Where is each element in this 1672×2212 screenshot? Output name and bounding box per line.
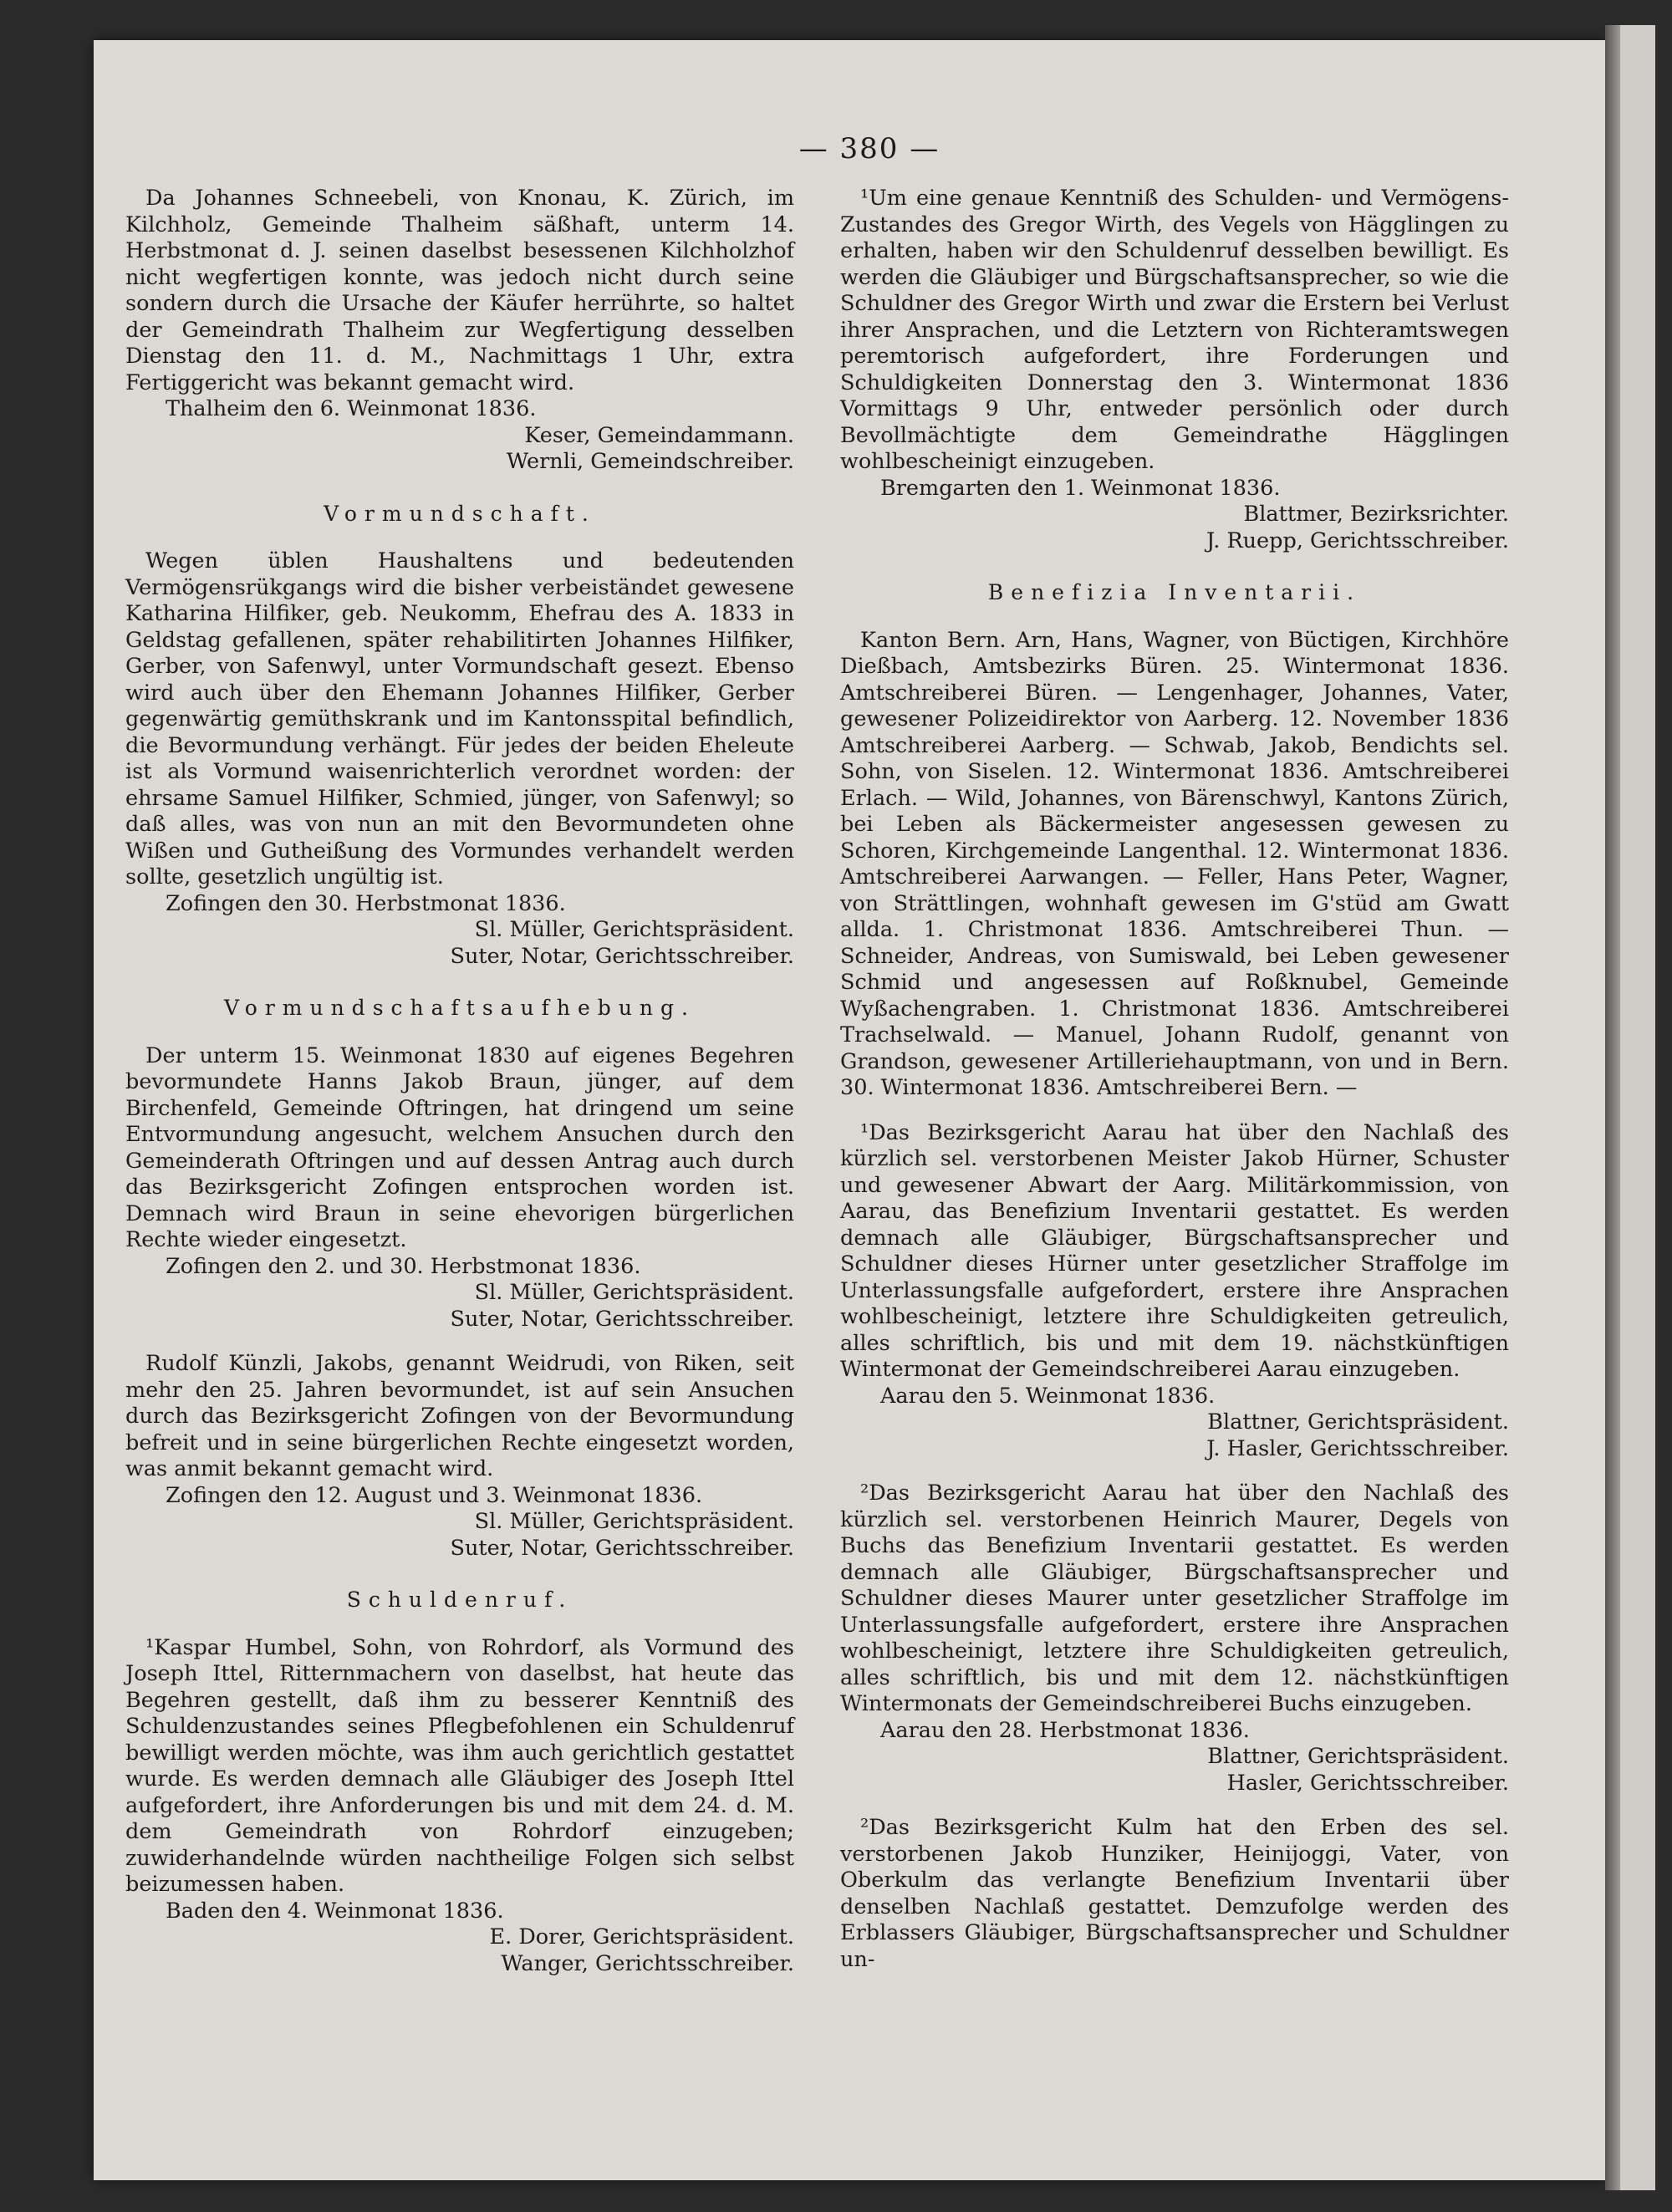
notice-date: Zofingen den 12. August und 3. Weinmonat 1836. xyxy=(166,1482,703,1508)
notice-schuldenruf-ittel xyxy=(125,1635,794,1978)
section-heading: Vormundschaftsaufhebung. xyxy=(224,996,696,1020)
notice-date: Bremgarten den 1. Weinmonat 1836. xyxy=(880,475,1281,501)
notice-signature: Keser, Gemeindammann. xyxy=(524,422,794,448)
notice-signature: Sl. Müller, Gerichtspräsident. xyxy=(474,1509,794,1534)
notice-text: Rudolf Künzli, Jakobs, genannt Weidrudi, von Riken, seit mehr den 25. Jahren bevormundet, ist auf sein Ansuchen durch das Bezirksgericht Zofingen von der Bevormundung befreit und in seine bürgerlichen Rechte eingesetzt worden, was anmit bekannt gemacht wird. xyxy=(125,1351,794,1481)
notice-signature: Suter, Notar, Gerichtsschreiber. xyxy=(450,1306,794,1332)
notice-signature: E. Dorer, Gerichtspräsident. xyxy=(489,1924,794,1950)
notice-aufhebung-kuenzli xyxy=(125,1351,794,1562)
notice-signature: Suter, Notar, Gerichtsschreiber. xyxy=(450,943,794,969)
notice-text: ¹Um eine genaue Kenntniß des Schulden- und Vermögens-Zustandes des Gregor Wirth, des Vegels von Hägglingen zu erhalten, haben wir den Schuldenruf desselben bewilligt. Es werden die Gläubiger und Bürgschaftsansprecher, so wie die Schuldner des Gregor Wirth und zwar die Erstern bei Verlust ihrer Ansprachen, und die Letztern von Richteramtswegen peremtorisch aufgefordert, ihre Forderungen und Schuldigkeiten Donnerstag den 3. Wintermonat 1836 Vormittags 9 Uhr, entweder persönlich oder durch Bevollmächtigte dem Gemeindrathe Hägglingen wohlbescheinigt einzugeben. xyxy=(840,186,1509,474)
notice-text: ²Das Bezirksgericht Kulm hat den Erben des sel. verstorbenen Jakob Hunziker, Heinijoggi, Vater, von Oberkulm das verlangte Benefizium Inventarii über denselben Nachlaß gestattet. Demzufolge werden des Erblassers Gläubiger, Bürgschaftsansprecher und Schuldner un- xyxy=(840,1815,1509,1972)
notice-signature: Hasler, Gerichtsschreiber. xyxy=(1226,1770,1509,1796)
notice-signature: J. Hasler, Gerichtsschreiber. xyxy=(1206,1435,1509,1461)
notice-signature: Sl. Müller, Gerichtspräsident. xyxy=(474,1280,794,1305)
notice-text: Der unterm 15. Weinmonat 1830 auf eigenes Begehren bevormundete Hanns Jakob Braun, jünger, auf dem Birchenfeld, Gemeinde Oftringen, hat dringend um seine Entvormundung angesucht, welchem Ansuchen durch den Gemeinderath Oftringen und auf dessen Antrag auch durch das Bezirksgericht Zofingen entsprochen worden ist. Demnach wird Braun in seine ehevorigen bürgerlichen Rechte wieder eingesetzt. xyxy=(125,1042,794,1252)
notice-signature: Blattner, Gerichtspräsident. xyxy=(1207,1409,1509,1435)
notice-schuldenruf-wirth xyxy=(840,186,1509,554)
notice-vormundschaft xyxy=(125,548,794,970)
notice-signature: Blattmer, Bezirksrichter. xyxy=(1243,502,1509,527)
notice-text: ¹Das Bezirksgericht Aarau hat über den Nachlaß des kürzlich sel. verstorbenen Meister Jakob Hürner, Schuster und gewesener Abwart der Aarg. Militärkommission, von Aarau, das Benefizium Inventarii gestattet. Es werden demnach alle Gläubiger, Bürgschaftsansprecher und Schuldner dieses Hürner unter gesetzlicher Straffolge im Unterlassungsfalle aufgefordert, erstere ihre Ansprachen wohlbescheinigt, letztere ihre Schuldigkeiten getreulich, alles schriftlich, bis und mit dem 19. nächstkünftigen Wintermonat der Gemeindschreiberei Aarau einzugeben. xyxy=(840,1119,1509,1382)
notice-text: Da Johannes Schneebeli, von Knonau, K. Zürich, im Kilchholz, Gemeinde Thalheim säßhaft, unterm 14. Herbstmonat d. J. seinen daselbst besessenen Kilchholzhof nicht wegfertigen konnte, was jedoch nicht durch seine sondern durch die Ursache der Käufer herrührte, so haltet der Gemeindrath Thalheim zur Wegfertigung desselben Dienstag den 11. d. M., Nachmittags 1 Uhr, extra Fertiggericht was bekannt gemacht wird. xyxy=(125,186,794,395)
notice-date: Aarau den 5. Weinmonat 1836. xyxy=(880,1383,1216,1409)
notice-fertiggericht xyxy=(125,186,794,476)
notice-date: Aarau den 28. Herbstmonat 1836. xyxy=(880,1717,1250,1743)
notice-text: ¹Kaspar Humbel, Sohn, von Rohrdorf, als Vormund des Joseph Ittel, Ritternmachern von daselbst, hat heute das Begehren gestellt, daß ihm zu besserer Kenntniß des Schuldenzustandes seines Pflegbefohlenen ein Schuldenruf bewilligt werden möchte, was ihm auch gerichtlich gestattet wurde. Es werden demnach alle Gläubiger des Joseph Ittel aufgefordert, ihre Anforderungen bis und mit dem 24. d. M. dem Gemeindrath von Rohrdorf einzugeben; zuwiderhandelnde würden nachtheilige Folgen sich selbst beizumessen haben. xyxy=(125,1634,794,1897)
left-column xyxy=(125,186,794,1977)
notice-benefizium-maurer xyxy=(840,1481,1509,1797)
notice-signature: Wanger, Gerichtsschreiber. xyxy=(501,1950,794,1976)
right-column xyxy=(840,186,1509,1973)
notice-benefizium-huerner xyxy=(840,1120,1509,1463)
notice-date: Baden den 4. Weinmonat 1836. xyxy=(166,1898,504,1924)
facing-page-edge xyxy=(1605,25,1655,2190)
notice-signature: Sl. Müller, Gerichtspräsident. xyxy=(474,917,794,942)
notice-signature: J. Ruepp, Gerichtsschreiber. xyxy=(1206,528,1509,553)
notice-signature: Suter, Notar, Gerichtsschreiber. xyxy=(450,1535,794,1561)
notice-kanton-bern xyxy=(840,628,1509,1102)
notice-signature: Wernli, Gemeindschreiber. xyxy=(506,449,794,474)
notice-date: Thalheim den 6. Weinmonat 1836. xyxy=(166,396,537,421)
notice-aufhebung-braun xyxy=(125,1043,794,1333)
notice-text: Wegen üblen Haushaltens und bedeutenden Vermögensrükgangs wird die bisher verbeiständet gewesene Katharina Hilfiker, geb. Neukomm, Ehefrau des A. 1833 in Geldstag gefallenen, später rehabilitirten Johannes Hilfiker, Gerber, von Safenwyl, unter Vormundschaft gesezt. Ebenso wird auch über den Ehemann Johannes Hilfiker, Gerber gegenwärtig gemüthskrank und im Kantonsspital befindlich, die Bevormundung verhängt. Für jedes der beiden Eheleute ist als Vormund waisenrichterlich verordnet worden: der ehrsame Samuel Hilfiker, Schmied, jünger, von Safenwyl; so daß alles, was von nun an mit den Bevormundeten ohne Wißen und Gutheißung des Vormundes verhandelt werden sollte, gesetzlich ungültig ist. xyxy=(125,548,794,889)
notice-date: Zofingen den 30. Herbstmonat 1836. xyxy=(166,890,566,916)
page-number: — 380 — xyxy=(798,132,940,166)
notice-text: ²Das Bezirksgericht Aarau hat über den Nachlaß des kürzlich sel. verstorbenen Heinrich Maurer, Degels von Buchs das Benefizium Inventarii gestattet. Es werden demnach alle Gläubiger, Bürgschaftsansprecher und Schuldner dieses Maurer unter gesetzlicher Straffolge im Unterlassungsfalle aufgefordert, erstere ihre Ansprachen wohlbescheinigt, letztere ihre Schuldigkeiten getreulich, alles schriftlich, bis und mit dem 12. nächstkünftigen Wintermonats der Gemeindschreiberei Buchs einzugeben. xyxy=(840,1481,1509,1716)
notice-date: Zofingen den 2. und 30. Herbstmonat 1836. xyxy=(166,1253,641,1279)
section-heading: Vormundschaft. xyxy=(324,501,596,526)
section-heading: Schuldenruf. xyxy=(346,1588,573,1612)
notice-benefizium-hunziker xyxy=(840,1815,1509,1973)
notice-signature: Blattner, Gerichtspräsident. xyxy=(1207,1744,1509,1769)
section-heading: Benefizia Inventarii. xyxy=(987,580,1362,604)
notice-text: Kanton Bern. Arn, Hans, Wagner, von Büctigen, Kirchhöre Dießbach, Amtsbezirks Büren. 25. Wintermonat 1836. Amtschreiberei Büren. — Lengenhager, Johannes, Vater, gewesener Polizeidirektor von Aarberg. 12. November 1836 Amtschreiberei Aarberg. — Schwab, Jakob, Bendichts sel. Sohn, von Siselen. 12. Wintermonat 1836. Amtschreiberei Erlach. — Wild, Johannes, von Bärenschwyl, Kantons Zürich, bei Leben als Bäckermeister angesessen gewesen zu Schoren, Kirchgemeinde Langenthal. 12. Wintermonat 1836. Amtschreiberei Aarwangen. — Feller, Hans Peter, Wagner, von Strättlingen, wohnhaft gewesen im G'stüd am Gwatt allda. 1. Christmonat 1836. Amtschreiberei Thun. — Schneider, Andreas, von Sumiswald, bei Leben gewesener Schmid und angesessen auf Roßknubel, Gemeinde Wyßachengraben. 1. Christmonat 1836. Amtschreiberei Trachselwald. — Manuel, Johann Rudolf, genannt von Grandson, gewesener Artilleriehauptmann, von und in Bern. 30. Wintermonat 1836. Amtschreiberei Bern. — xyxy=(840,627,1509,1100)
